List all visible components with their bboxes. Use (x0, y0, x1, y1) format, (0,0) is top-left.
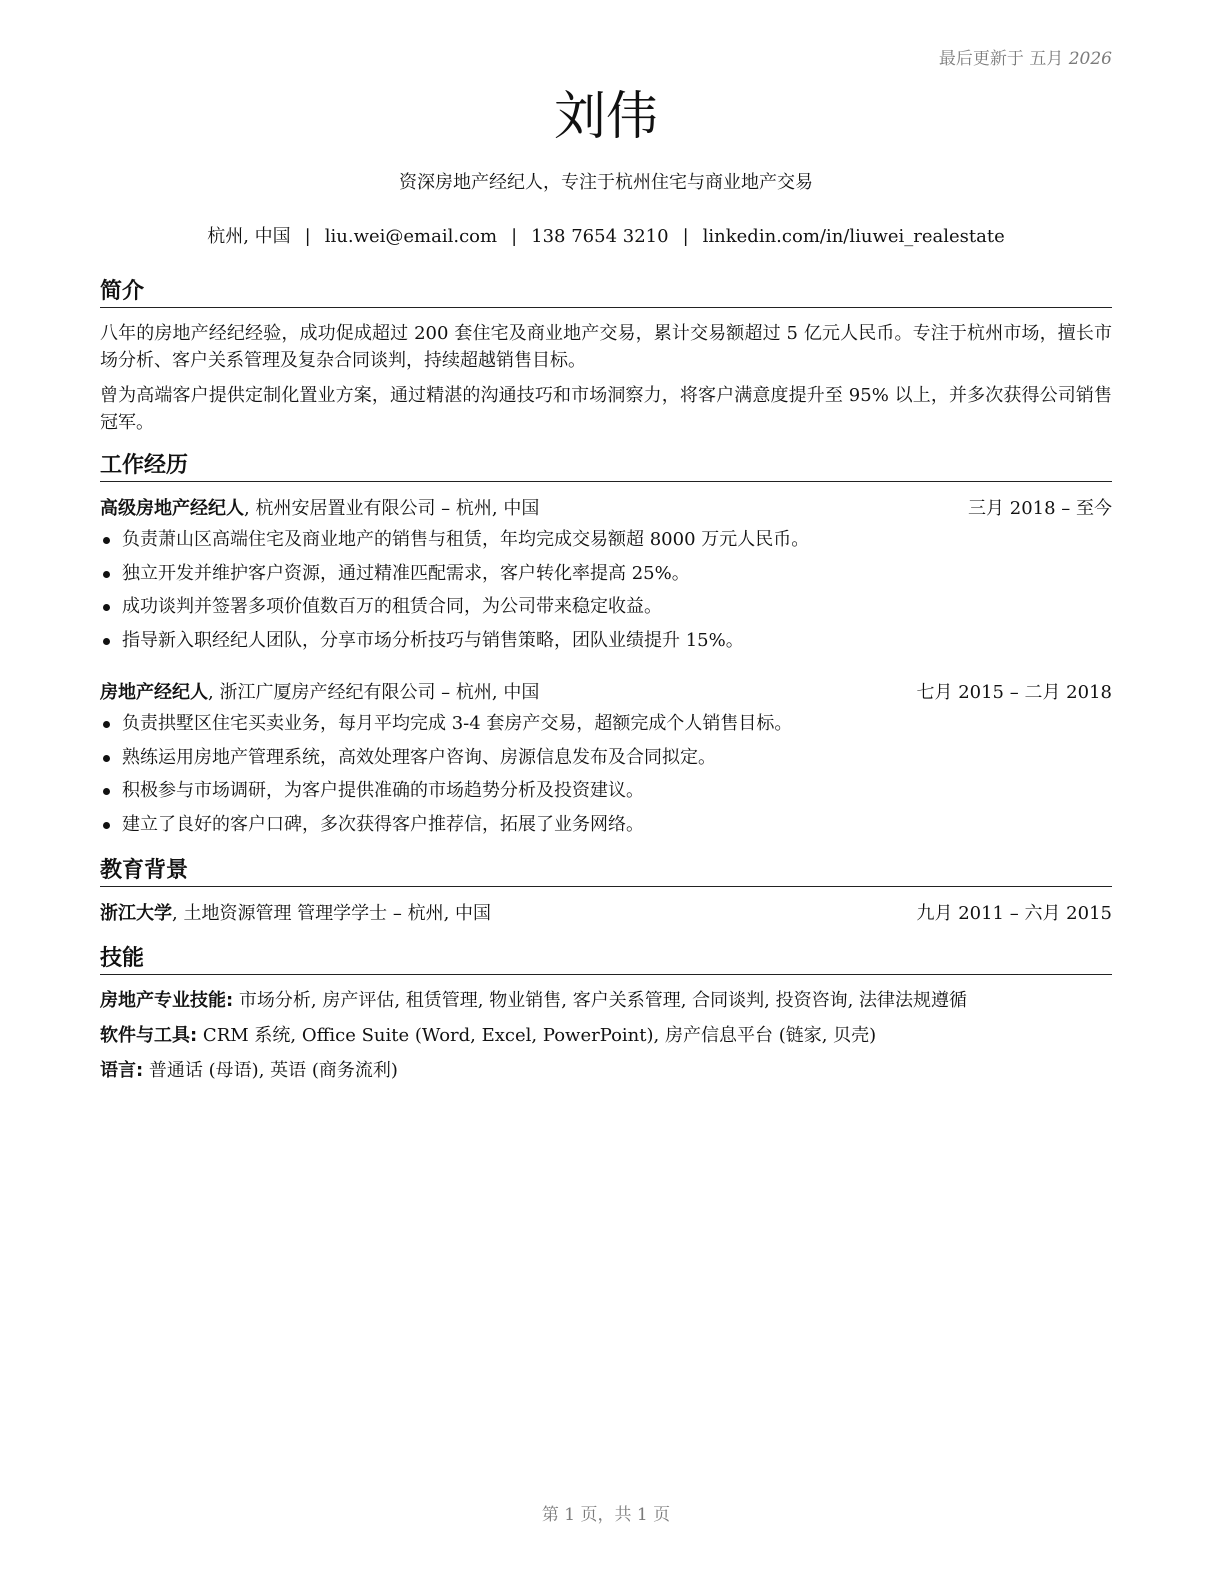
job-company: , 杭州安居置业有限公司 – 杭州, 中国 (244, 498, 540, 519)
job-bullet-list (100, 527, 1112, 661)
job-bullet (100, 711, 1112, 745)
job-dates: 三月 2018 – 至今 (968, 498, 1112, 519)
bullet-icon (103, 638, 110, 645)
section-title-education: 教育背景 (100, 856, 1112, 887)
job-company: , 浙江广厦房产经纪有限公司 – 杭州, 中国 (208, 682, 540, 703)
job-bullet-text: 熟练运用房地产管理系统，高效处理客户咨询、房源信息发布及合同拟定。 (122, 746, 716, 768)
skill-label: 软件与工具: (100, 1025, 198, 1046)
job-bullet-text: 建立了良好的客户口碑，多次获得客户推荐信，拓展了业务网络。 (122, 813, 644, 835)
contact-email[interactable]: liu.wei@email.com (324, 226, 498, 247)
job-bullet (100, 778, 1112, 812)
job-bullet (100, 561, 1112, 595)
job-bullet (100, 812, 1112, 846)
job-bullet-text: 负责萧山区高端住宅及商业地产的销售与租赁，年均完成交易额超 8000 万元人民币。 (122, 529, 810, 550)
job-role: 高级房地产经纪人 (100, 498, 244, 519)
bullet-icon (103, 822, 110, 829)
candidate-headline: 资深房地产经纪人，专注于杭州住宅与商业地产交易 (399, 172, 813, 193)
skill-row (100, 1023, 1112, 1049)
last-updated (939, 44, 1112, 69)
bullet-icon (103, 721, 110, 728)
contact-phone: 138 7654 3210 (531, 226, 669, 247)
skill-value: 市场分析, 房产评估, 租赁管理, 物业销售, 客户关系管理, 合同谈判, 投资咨询, 法律法规遵循 (233, 990, 968, 1011)
contact-line (100, 224, 1112, 250)
bullet-icon (103, 755, 110, 762)
summary-paragraph: 八年的房地产经纪经验，成功促成超过 200 套住宅及商业地产交易，累计交易额超过 5 亿元人民币。专注于杭州市场，擅长市场分析、客户关系管理及复杂合同谈判，持续超越销售目标。 (100, 323, 1112, 371)
skill-row (100, 1058, 1112, 1084)
section-title-skills: 技能 (100, 944, 1112, 975)
job-bullet-text: 独立开发并维护客户资源，通过精准匹配需求，客户转化率提高 25%。 (122, 562, 690, 584)
education-dates: 九月 2011 – 六月 2015 (916, 903, 1112, 924)
candidate-name: 刘伟 (553, 87, 658, 147)
job-bullet (100, 745, 1112, 779)
job-bullet (100, 527, 1112, 561)
contact-separator: | (682, 226, 689, 247)
contact-separator: | (304, 226, 311, 247)
job-header (100, 496, 1112, 522)
bullet-icon (103, 571, 110, 578)
job-bullet-text: 指导新入职经纪人团队，分享市场分析技巧与销售策略，团队业绩提升 15%。 (122, 629, 744, 651)
contact-linkedin[interactable]: linkedin.com/in/liuwei_realestate (702, 226, 1005, 247)
job-bullet (100, 594, 1112, 628)
skill-value: CRM 系统, Office Suite (Word, Excel, PowerPoint), 房产信息平台 (链家, 贝壳) (197, 1025, 877, 1046)
skill-value: 普通话 (母语), 英语 (商务流利) (143, 1060, 398, 1081)
skill-label: 语言: (100, 1060, 144, 1081)
page-footer: 第 1 页，共 1 页 (541, 1505, 671, 1525)
job-bullet-text: 负责拱墅区住宅买卖业务，每月平均完成 3-4 套房产交易，超额完成个人销售目标。 (122, 713, 793, 734)
job-bullet-list (100, 711, 1112, 845)
job-bullet-text: 积极参与市场调研，为客户提供准确的市场趋势分析及投资建议。 (122, 780, 644, 801)
section-title-summary: 简介 (100, 277, 1112, 308)
contact-location: 杭州, 中国 (207, 226, 291, 247)
job-bullet (100, 628, 1112, 662)
resume-page (100, 0, 1112, 1584)
last-updated-year: 2026 (1068, 49, 1112, 69)
contact-separator: | (511, 226, 518, 247)
job-header (100, 680, 1112, 706)
bullet-icon (103, 788, 110, 795)
skill-label: 房地产专业技能: (100, 990, 234, 1011)
section-title-experience: 工作经历 (100, 451, 1112, 482)
job-dates: 七月 2015 – 二月 2018 (916, 682, 1112, 703)
job-bullet-text: 成功谈判并签署多项价值数百万的租赁合同，为公司带来稳定收益。 (122, 596, 662, 617)
skill-row (100, 988, 1112, 1014)
education-school: 浙江大学 (100, 903, 172, 924)
bullet-icon (103, 537, 110, 544)
summary-paragraph: 曾为高端客户提供定制化置业方案，通过精湛的沟通技巧和市场洞察力，将客户满意度提升至 95% 以上，并多次获得公司销售冠军。 (100, 385, 1112, 433)
job-role: 房地产经纪人 (100, 682, 208, 703)
last-updated-prefix: 最后更新于 五月 (938, 49, 1064, 69)
education-entry (100, 901, 1112, 927)
bullet-icon (103, 604, 110, 611)
education-detail: , 土地资源管理 管理学学士 – 杭州, 中国 (172, 903, 492, 924)
